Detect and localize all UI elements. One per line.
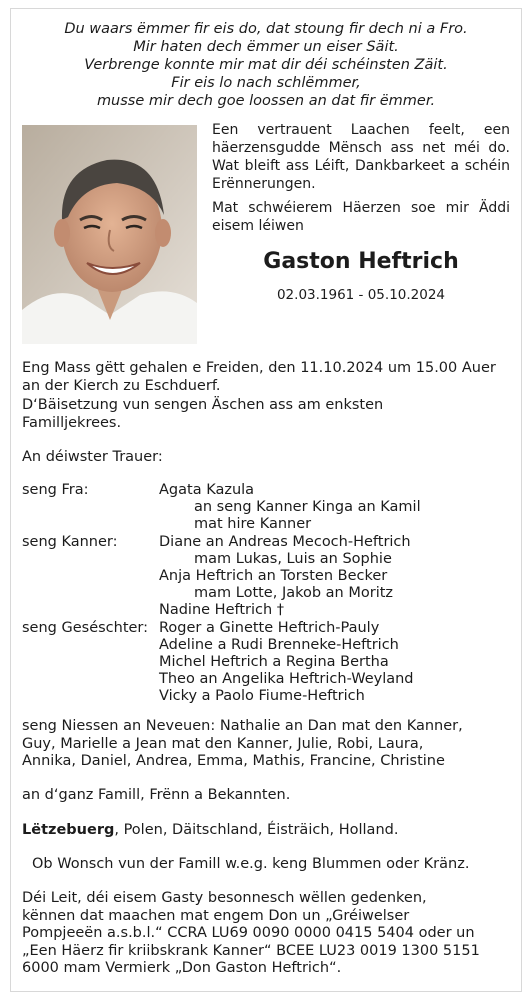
poem-line: Fir eis lo nach schlëmmer, (171, 75, 361, 91)
mourner-name: Theo an Angelika Heftrich-Weyland (159, 671, 414, 688)
mourners-list (22, 482, 512, 706)
list-item (22, 688, 512, 705)
country-home: Lëtzebuerg (22, 822, 115, 838)
funeral-line: Familljekrees. (22, 414, 122, 431)
list-item (22, 620, 512, 637)
relation-label: seng Kanner: (22, 533, 118, 550)
mourner-name: Roger a Ginette Heftrich-Pauly (159, 619, 380, 636)
list-item (22, 482, 512, 499)
list-item (22, 568, 512, 585)
nieces-line: seng Niessen an Neveuen: Nathalie an Dan mat den Kanner, (22, 718, 463, 734)
donation-line: kënnen dat maachen mat engem Don un „Gréiwelser (22, 907, 410, 924)
mourner-sub: mam Lukas, Luis an Sophie (194, 550, 392, 567)
mourning-intro: An déiwster Trauer: (22, 449, 163, 465)
mourner-sub: an seng Kanner Kinga an Kamil (194, 499, 421, 516)
mourner-name: Agata Kazula (159, 482, 255, 498)
intro-paragraph: Mat schwéierem Häerzen soe mir Äddi eisem léiwen (212, 200, 510, 234)
poem-line: musse mir dech goe loossen an dat fir ëmmer. (96, 93, 436, 109)
relation-label: seng Fra: (22, 482, 89, 498)
portrait-photo (22, 125, 197, 344)
list-item (22, 654, 512, 671)
mourner-name: Adeline a Rudi Brenneke-Heftrich (159, 636, 399, 653)
donation-line: „Een Häerz fir kriibskrank Kanner“ BCEE LU23 0019 1300 5151 (22, 942, 480, 959)
donation-line: Déi Leit, déi eisem Gasty besonnesch wëllen gedenken, (22, 890, 427, 906)
intro-text (212, 121, 510, 241)
list-item (22, 602, 512, 619)
poem-line: Verbrenge konnte mir mat dir déi schéinsten Zäit. (84, 57, 448, 73)
mourner-name: Michel Heftrich a Regina Bertha (159, 654, 389, 671)
mourner-sub: mat hire Kanner (194, 516, 312, 533)
poem-line: Du waars ëmmer fir eis do, dat stoung fir dech ni a Fro. (64, 21, 468, 37)
donation-line: 6000 mam Vermierk „Don Gaston Heftrich“. (22, 960, 342, 976)
country-list: , Polen, Däitschland, Éisträich, Holland. (114, 822, 399, 838)
funeral-line: Eng Mass gëtt gehalen e Freiden, den 11.10.2024 um 15.00 Auer (22, 360, 496, 376)
funeral-line: an der Kierch zu Eschduerf. (22, 377, 221, 394)
countries (22, 822, 512, 840)
list-item (22, 671, 512, 688)
donation-line: Pompjeeën a.s.b.l.“ CCRA LU69 0090 0000 0415 5404 oder un (22, 925, 475, 941)
relation-label: seng Geséschter: (22, 619, 149, 636)
intro-paragraph: Een vertrauent Laachen feelt, een häerzensgudde Mënsch ass net méi do. Wat bleift ass Léift, Dankbarkeet a schéin Erënnerungen. (212, 122, 510, 192)
family-friends: an d‘ganz Famill, Frënn a Bekannten. (22, 787, 291, 803)
list-item (22, 534, 512, 551)
portrait-illustration (22, 125, 197, 344)
mourner-sub: mam Lotte, Jakob an Moritz (194, 585, 394, 602)
mourner-name: Anja Heftrich an Torsten Becker (159, 568, 388, 585)
poem (20, 20, 512, 110)
list-item (22, 637, 512, 654)
nieces-line: Annika, Daniel, Andrea, Emma, Mathis, Francine, Christine (22, 753, 445, 769)
poem-line: Mir haten dech ëmmer un eiser Säit. (133, 39, 399, 55)
mourner-name: Vicky a Paolo Fiume-Heftrich (159, 688, 365, 705)
nieces-nephews (22, 718, 512, 771)
mourner-name: Nadine Heftrich † (159, 602, 285, 619)
deceased-name: Gaston Heftrich (263, 249, 459, 274)
flowers-wish: Ob Wonsch vun der Famill w.e.g. keng Blummen oder Kränz. (32, 856, 470, 872)
donation-info (22, 890, 512, 978)
life-dates: 02.03.1961 - 05.10.2024 (276, 287, 446, 303)
mourner-name: Diane an Andreas Mecoch-Heftrich (159, 533, 411, 550)
funeral-info (22, 360, 512, 432)
nieces-line: Guy, Marielle a Jean mat den Kanner, Julie, Robi, Laura, (22, 735, 424, 752)
funeral-line: D‘Bäisetzung vun sengen Äschen ass am enksten (22, 397, 384, 413)
